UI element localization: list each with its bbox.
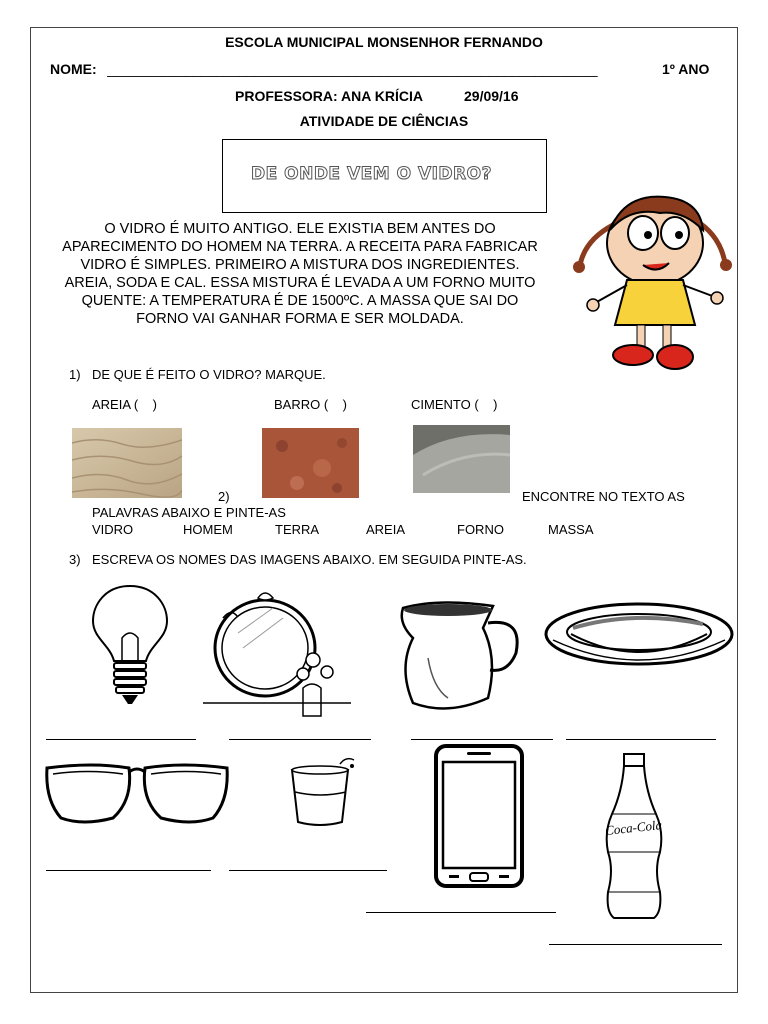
- cartoon-girl-icon: [565, 185, 735, 375]
- title-box: [222, 139, 547, 213]
- answer-line[interactable]: [566, 739, 716, 740]
- name-blank[interactable]: _______________________________________________________________: [107, 61, 598, 77]
- answer-line[interactable]: [549, 944, 722, 945]
- paragraph-line: QUENTE: A TEMPERATURA É DE 1500ºC. A MASSA QUE SAI DO: [81, 293, 519, 309]
- q1-number: 1): [69, 367, 81, 382]
- reading-paragraph: [40, 220, 560, 328]
- option-barro[interactable]: BARRO ( ): [274, 397, 347, 412]
- answer-line[interactable]: [366, 912, 556, 913]
- paragraph-line: AREIA, SODA E CAL. ESSA MISTURA É LEVADA A UM FORNO MUITO: [64, 275, 536, 291]
- school-name: ESCOLA MUNICIPAL MONSENHOR FERNANDO: [225, 34, 543, 50]
- word-massa: MASSA: [548, 522, 594, 537]
- mirror-icon: [203, 588, 351, 720]
- glasses-icon: [43, 760, 231, 830]
- q1-text: DE QUE É FEITO O VIDRO? MARQUE.: [92, 367, 326, 382]
- teacher-label: PROFESSORA: ANA KRÍCIA: [235, 88, 423, 104]
- cup-icon: [288, 756, 358, 828]
- q3-number: 3): [69, 552, 81, 567]
- phone-icon: [434, 744, 524, 888]
- paragraph-line: APARECIMENTO DO HOMEM NA TERRA. A RECEITA PARA FABRICAR: [62, 239, 538, 255]
- word-vidro: VIDRO: [92, 522, 134, 537]
- word-homem: HOMEM: [183, 522, 233, 537]
- bottle-icon: [600, 752, 668, 922]
- paragraph-line: FORNO VAI GANHAR FORMA E SER MOLDADA.: [136, 311, 464, 327]
- paragraph-line: VIDRO É SIMPLES. PRIMEIRO A MISTURA DOS INGREDIENTES.: [80, 257, 520, 273]
- cement-photo: [413, 425, 510, 493]
- paragraph-line: O VIDRO É MUITO ANTIGO. ELE EXISTIA BEM ANTES DO: [104, 221, 496, 237]
- option-cimento[interactable]: CIMENTO ( ): [411, 397, 498, 412]
- word-forno: FORNO: [457, 522, 504, 537]
- sand-photo: [72, 428, 182, 498]
- bottle-brand-label: Coca-Cola: [604, 817, 663, 838]
- date-label: 29/09/16: [464, 88, 519, 104]
- option-areia[interactable]: AREIA ( ): [92, 397, 158, 412]
- answer-line[interactable]: [46, 739, 196, 740]
- pitcher-icon: [388, 598, 523, 716]
- q2-number: 2): [218, 489, 230, 504]
- answer-line[interactable]: [229, 870, 387, 871]
- q2-text-left: PALAVRAS ABAIXO E PINTE-AS: [92, 505, 286, 520]
- word-areia: AREIA: [366, 522, 406, 537]
- answer-line[interactable]: [411, 739, 553, 740]
- grade-label: 1º ANO: [662, 61, 710, 77]
- answer-line[interactable]: [46, 870, 211, 871]
- word-terra: TERRA: [275, 522, 320, 537]
- name-label: NOME:: [50, 61, 97, 77]
- answer-line[interactable]: [229, 739, 371, 740]
- activity-title: ATIVIDADE DE CIÊNCIAS: [299, 113, 469, 129]
- plate-icon: [543, 600, 735, 680]
- clay-photo: [262, 428, 359, 498]
- q3-text: ESCREVA OS NOMES DAS IMAGENS ABAIXO. EM SEGUIDA PINTE-AS.: [92, 552, 527, 567]
- lightbulb-icon: [90, 583, 170, 708]
- worksheet-title: DE ONDE VEM O VIDRO?: [251, 164, 492, 184]
- q2-text-right: ENCONTRE NO TEXTO AS: [522, 489, 685, 504]
